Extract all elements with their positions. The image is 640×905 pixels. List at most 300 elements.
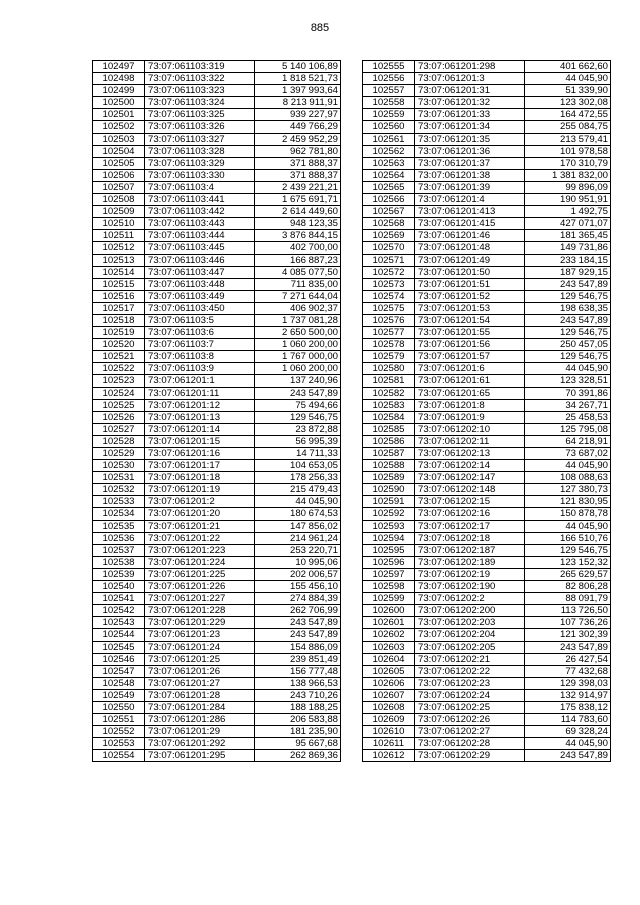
value-cell: 129 546,75 (525, 351, 611, 363)
table-row (363, 157, 611, 169)
row-number-cell: 102588 (363, 460, 415, 472)
table-row (363, 266, 611, 278)
cadastral-number-cell: 73:07:061202:13 (415, 448, 525, 460)
table-row (93, 556, 341, 568)
value-cell: 406 902,37 (255, 302, 341, 314)
table-row (363, 206, 611, 218)
value-cell: 2 614 449,60 (255, 206, 341, 218)
row-number-cell: 102571 (363, 254, 415, 266)
row-number-cell: 102601 (363, 617, 415, 629)
row-number-cell: 102552 (93, 726, 145, 738)
table-row (363, 97, 611, 109)
value-cell: 243 710,26 (255, 689, 341, 701)
value-cell: 243 547,89 (255, 387, 341, 399)
table-row (93, 689, 341, 701)
value-cell: 166 887,23 (255, 254, 341, 266)
row-number-cell: 102530 (93, 460, 145, 472)
table-row (363, 508, 611, 520)
value-cell: 5 140 106,89 (255, 61, 341, 73)
value-cell: 243 547,89 (255, 617, 341, 629)
value-cell: 233 184,15 (525, 254, 611, 266)
table-row (93, 254, 341, 266)
cadastral-number-cell: 73:07:061202:205 (415, 641, 525, 653)
cadastral-number-cell: 73:07:061201:54 (415, 314, 525, 326)
row-number-cell: 102605 (363, 665, 415, 677)
cadastral-number-cell: 73:07:061201:32 (415, 97, 525, 109)
value-cell: 77 432,68 (525, 665, 611, 677)
cadastral-number-cell: 73:07:061201:51 (415, 278, 525, 290)
table-row (363, 423, 611, 435)
value-cell: 371 888,37 (255, 169, 341, 181)
value-cell: 34 267,71 (525, 399, 611, 411)
value-cell: 114 783,60 (525, 714, 611, 726)
table-row (363, 556, 611, 568)
cadastral-number-cell: 73:07:061201:61 (415, 375, 525, 387)
row-number-cell: 102584 (363, 411, 415, 423)
cadastral-number-cell: 73:07:061202:187 (415, 544, 525, 556)
table-row (363, 230, 611, 242)
table-row (363, 532, 611, 544)
row-number-cell: 102566 (363, 194, 415, 206)
table-row (363, 701, 611, 713)
value-cell: 132 914,97 (525, 689, 611, 701)
table-row (93, 97, 341, 109)
table-row (363, 121, 611, 133)
cadastral-number-cell: 73:07:061202:147 (415, 472, 525, 484)
row-number-cell: 102606 (363, 677, 415, 689)
table-row (363, 411, 611, 423)
table-row (93, 169, 341, 181)
value-cell: 166 510,76 (525, 532, 611, 544)
value-cell: 149 731,86 (525, 242, 611, 254)
table-row (93, 617, 341, 629)
value-cell: 371 888,37 (255, 157, 341, 169)
table-row (93, 290, 341, 302)
cadastral-number-cell: 73:07:061201:53 (415, 302, 525, 314)
value-cell: 121 830,95 (525, 496, 611, 508)
row-number-cell: 102612 (363, 750, 415, 762)
table-row (93, 665, 341, 677)
cadastral-number-cell: 73:07:061201:38 (415, 169, 525, 181)
cadastral-number-cell: 73:07:061201:225 (145, 568, 255, 580)
table-row (93, 181, 341, 193)
row-number-cell: 102527 (93, 423, 145, 435)
page-number: 885 (310, 22, 330, 34)
row-number-cell: 102514 (93, 266, 145, 278)
value-cell: 711 835,00 (255, 278, 341, 290)
table-row (93, 242, 341, 254)
cadastral-number-cell: 73:07:061201:295 (145, 750, 255, 762)
value-cell: 164 472,55 (525, 109, 611, 121)
value-cell: 129 546,75 (255, 411, 341, 423)
row-number-cell: 102565 (363, 181, 415, 193)
cadastral-number-cell: 73:07:061201:37 (415, 157, 525, 169)
value-cell: 8 213 911,91 (255, 97, 341, 109)
table-row (93, 375, 341, 387)
row-number-cell: 102539 (93, 568, 145, 580)
value-cell: 250 457,05 (525, 339, 611, 351)
row-number-cell: 102573 (363, 278, 415, 290)
table-row (363, 484, 611, 496)
cadastral-number-cell: 73:07:061201:39 (415, 181, 525, 193)
table-row (363, 496, 611, 508)
table-row (93, 750, 341, 762)
table-row (93, 339, 341, 351)
value-cell: 107 736,26 (525, 617, 611, 629)
cadastral-number-cell: 73:07:061103:445 (145, 242, 255, 254)
cadastral-number-cell: 73:07:061103:442 (145, 206, 255, 218)
cadastral-number-cell: 73:07:061103:319 (145, 61, 255, 73)
table-row (93, 121, 341, 133)
value-cell: 44 045,90 (525, 363, 611, 375)
cadastral-number-cell: 73:07:061103:6 (145, 327, 255, 339)
cadastral-number-cell: 73:07:061201:31 (415, 85, 525, 97)
cadastral-number-cell: 73:07:061201:48 (415, 242, 525, 254)
cadastral-number-cell: 73:07:061103:327 (145, 133, 255, 145)
table-row (363, 689, 611, 701)
value-cell: 25 458,53 (525, 411, 611, 423)
cadastral-number-cell: 73:07:061103:450 (145, 302, 255, 314)
cadastral-number-cell: 73:07:061103:330 (145, 169, 255, 181)
cadastral-number-cell: 73:07:061202:189 (415, 556, 525, 568)
row-number-cell: 102541 (93, 593, 145, 605)
cadastral-number-cell: 73:07:061103:323 (145, 85, 255, 97)
value-cell: 123 152,32 (525, 556, 611, 568)
cadastral-number-cell: 73:07:061202:26 (415, 714, 525, 726)
cadastral-number-cell: 73:07:061201:52 (415, 290, 525, 302)
table-row (93, 194, 341, 206)
row-number-cell: 102594 (363, 532, 415, 544)
row-number-cell: 102521 (93, 351, 145, 363)
row-number-cell: 102574 (363, 290, 415, 302)
cadastral-number-cell: 73:07:061103:328 (145, 145, 255, 157)
cadastral-number-cell: 73:07:061202:24 (415, 689, 525, 701)
row-number-cell: 102512 (93, 242, 145, 254)
cadastral-number-cell: 73:07:061103:5 (145, 314, 255, 326)
table-row (363, 472, 611, 484)
table-row (363, 617, 611, 629)
cadastral-number-cell: 73:07:061202:15 (415, 496, 525, 508)
value-cell: 155 456,10 (255, 581, 341, 593)
value-cell: 138 966,53 (255, 677, 341, 689)
table-row (93, 206, 341, 218)
value-cell: 262 706,99 (255, 605, 341, 617)
value-cell: 56 995,39 (255, 435, 341, 447)
row-number-cell: 102534 (93, 508, 145, 520)
value-cell: 213 579,41 (525, 133, 611, 145)
cadastral-number-cell: 73:07:061201:55 (415, 327, 525, 339)
value-cell: 108 088,63 (525, 472, 611, 484)
table-row (363, 109, 611, 121)
table-row (93, 411, 341, 423)
table-row (93, 387, 341, 399)
cadastral-number-cell: 73:07:061202:2 (415, 593, 525, 605)
table-row (363, 641, 611, 653)
value-cell: 1 492,75 (525, 206, 611, 218)
table-row (93, 448, 341, 460)
table-row (93, 472, 341, 484)
value-cell: 150 878,78 (525, 508, 611, 520)
cadastral-number-cell: 73:07:061202:29 (415, 750, 525, 762)
cadastral-number-cell: 73:07:061201:2 (145, 496, 255, 508)
value-cell: 44 045,90 (525, 460, 611, 472)
row-number-cell: 102577 (363, 327, 415, 339)
row-number-cell: 102503 (93, 133, 145, 145)
cadastral-number-cell: 73:07:061201:227 (145, 593, 255, 605)
cadastral-number-cell: 73:07:061103:8 (145, 351, 255, 363)
table-row (93, 544, 341, 556)
value-cell: 962 781,80 (255, 145, 341, 157)
cadastral-number-cell: 73:07:061202:148 (415, 484, 525, 496)
row-number-cell: 102532 (93, 484, 145, 496)
cadastral-number-cell: 73:07:061201:26 (145, 665, 255, 677)
row-number-cell: 102547 (93, 665, 145, 677)
row-number-cell: 102515 (93, 278, 145, 290)
row-number-cell: 102536 (93, 532, 145, 544)
value-cell: 181 235,90 (255, 726, 341, 738)
value-cell: 1 767 000,00 (255, 351, 341, 363)
row-number-cell: 102581 (363, 375, 415, 387)
table-row (93, 677, 341, 689)
table-row (363, 194, 611, 206)
left-data-table (92, 60, 341, 762)
row-number-cell: 102570 (363, 242, 415, 254)
table-row (363, 605, 611, 617)
table-row (93, 157, 341, 169)
row-number-cell: 102600 (363, 605, 415, 617)
table-row (93, 508, 341, 520)
cadastral-number-cell: 73:07:061201:3 (415, 73, 525, 85)
cadastral-number-cell: 73:07:061201:226 (145, 581, 255, 593)
value-cell: 239 851,49 (255, 653, 341, 665)
row-number-cell: 102510 (93, 218, 145, 230)
value-cell: 26 427,54 (525, 653, 611, 665)
table-row (363, 278, 611, 290)
value-cell: 402 700,00 (255, 242, 341, 254)
value-cell: 401 662,60 (525, 61, 611, 73)
row-number-cell: 102501 (93, 109, 145, 121)
table-row (363, 133, 611, 145)
row-number-cell: 102537 (93, 544, 145, 556)
table-row (363, 581, 611, 593)
cadastral-number-cell: 73:07:061201:224 (145, 556, 255, 568)
table-row (93, 351, 341, 363)
row-number-cell: 102558 (363, 97, 415, 109)
row-number-cell: 102604 (363, 653, 415, 665)
row-number-cell: 102522 (93, 363, 145, 375)
table-row (363, 181, 611, 193)
cadastral-number-cell: 73:07:061202:16 (415, 508, 525, 520)
cadastral-number-cell: 73:07:061201:21 (145, 520, 255, 532)
cadastral-number-cell: 73:07:061202:25 (415, 701, 525, 713)
row-number-cell: 102556 (363, 73, 415, 85)
cadastral-number-cell: 73:07:061202:203 (415, 617, 525, 629)
cadastral-number-cell: 73:07:061202:28 (415, 738, 525, 750)
row-number-cell: 102583 (363, 399, 415, 411)
cadastral-number-cell: 73:07:061202:21 (415, 653, 525, 665)
cadastral-number-cell: 73:07:061103:326 (145, 121, 255, 133)
row-number-cell: 102524 (93, 387, 145, 399)
table-row (93, 266, 341, 278)
value-cell: 948 123,35 (255, 218, 341, 230)
row-number-cell: 102563 (363, 157, 415, 169)
row-number-cell: 102508 (93, 194, 145, 206)
table-row (93, 327, 341, 339)
cadastral-number-cell: 73:07:061202:204 (415, 629, 525, 641)
value-cell: 178 256,33 (255, 472, 341, 484)
row-number-cell: 102551 (93, 714, 145, 726)
row-number-cell: 102531 (93, 472, 145, 484)
value-cell: 51 339,90 (525, 85, 611, 97)
row-number-cell: 102546 (93, 653, 145, 665)
value-cell: 243 547,89 (525, 641, 611, 653)
cadastral-number-cell: 73:07:061103:4 (145, 181, 255, 193)
cadastral-number-cell: 73:07:061201:229 (145, 617, 255, 629)
value-cell: 180 674,53 (255, 508, 341, 520)
value-cell: 427 071,07 (525, 218, 611, 230)
cadastral-number-cell: 73:07:061201:23 (145, 629, 255, 641)
row-number-cell: 102542 (93, 605, 145, 617)
value-cell: 123 302,08 (525, 97, 611, 109)
value-cell: 64 218,91 (525, 435, 611, 447)
table-row (93, 61, 341, 73)
cadastral-number-cell: 73:07:061201:286 (145, 714, 255, 726)
row-number-cell: 102554 (93, 750, 145, 762)
table-row (93, 363, 341, 375)
cadastral-number-cell: 73:07:061201:4 (415, 194, 525, 206)
cadastral-number-cell: 73:07:061201:24 (145, 641, 255, 653)
value-cell: 255 084,75 (525, 121, 611, 133)
row-number-cell: 102609 (363, 714, 415, 726)
row-number-cell: 102497 (93, 61, 145, 73)
row-number-cell: 102591 (363, 496, 415, 508)
value-cell: 243 547,89 (525, 278, 611, 290)
cadastral-number-cell: 73:07:061202:18 (415, 532, 525, 544)
value-cell: 129 546,75 (525, 290, 611, 302)
row-number-cell: 102593 (363, 520, 415, 532)
cadastral-number-cell: 73:07:061202:200 (415, 605, 525, 617)
value-cell: 170 310,79 (525, 157, 611, 169)
cadastral-number-cell: 73:07:061201:35 (415, 133, 525, 145)
table-row (93, 714, 341, 726)
cadastral-number-cell: 73:07:061201:292 (145, 738, 255, 750)
table-row (363, 327, 611, 339)
value-cell: 3 876 844,15 (255, 230, 341, 242)
value-cell: 214 961,24 (255, 532, 341, 544)
cadastral-number-cell: 73:07:061201:415 (415, 218, 525, 230)
cadastral-number-cell: 73:07:061201:9 (415, 411, 525, 423)
cadastral-number-cell: 73:07:061201:19 (145, 484, 255, 496)
cadastral-number-cell: 73:07:061201:12 (145, 399, 255, 411)
cadastral-number-cell: 73:07:061201:25 (145, 653, 255, 665)
table-row (93, 73, 341, 85)
table-row (93, 629, 341, 641)
table-row (93, 302, 341, 314)
value-cell: 44 045,90 (255, 496, 341, 508)
cadastral-number-cell: 73:07:061201:6 (415, 363, 525, 375)
row-number-cell: 102544 (93, 629, 145, 641)
row-number-cell: 102561 (363, 133, 415, 145)
cadastral-number-cell: 73:07:061202:14 (415, 460, 525, 472)
row-number-cell: 102589 (363, 472, 415, 484)
cadastral-number-cell: 73:07:061202:11 (415, 435, 525, 447)
value-cell: 156 777,48 (255, 665, 341, 677)
row-number-cell: 102602 (363, 629, 415, 641)
row-number-cell: 102560 (363, 121, 415, 133)
row-number-cell: 102499 (93, 85, 145, 97)
row-number-cell: 102509 (93, 206, 145, 218)
cadastral-number-cell: 73:07:061201:223 (145, 544, 255, 556)
row-number-cell: 102525 (93, 399, 145, 411)
row-number-cell: 102575 (363, 302, 415, 314)
row-number-cell: 102507 (93, 181, 145, 193)
cadastral-number-cell: 73:07:061201:11 (145, 387, 255, 399)
value-cell: 101 978,58 (525, 145, 611, 157)
row-number-cell: 102555 (363, 61, 415, 73)
table-row (363, 653, 611, 665)
row-number-cell: 102579 (363, 351, 415, 363)
table-row (93, 605, 341, 617)
value-cell: 2 459 952,29 (255, 133, 341, 145)
value-cell: 274 884,39 (255, 593, 341, 605)
cadastral-number-cell: 73:07:061201:29 (145, 726, 255, 738)
row-number-cell: 102592 (363, 508, 415, 520)
row-number-cell: 102523 (93, 375, 145, 387)
table-row (363, 544, 611, 556)
table-row (363, 73, 611, 85)
cadastral-number-cell: 73:07:061202:22 (415, 665, 525, 677)
value-cell: 1 737 081,28 (255, 314, 341, 326)
row-number-cell: 102513 (93, 254, 145, 266)
row-number-cell: 102553 (93, 738, 145, 750)
cadastral-number-cell: 73:07:061103:447 (145, 266, 255, 278)
cadastral-number-cell: 73:07:061103:444 (145, 230, 255, 242)
row-number-cell: 102610 (363, 726, 415, 738)
row-number-cell: 102596 (363, 556, 415, 568)
cadastral-number-cell: 73:07:061202:27 (415, 726, 525, 738)
row-number-cell: 102502 (93, 121, 145, 133)
table-row (93, 399, 341, 411)
table-row (363, 568, 611, 580)
value-cell: 95 667,68 (255, 738, 341, 750)
value-cell: 4 085 077,50 (255, 266, 341, 278)
value-cell: 243 547,89 (255, 629, 341, 641)
row-number-cell: 102582 (363, 387, 415, 399)
value-cell: 1 060 200,00 (255, 339, 341, 351)
cadastral-number-cell: 73:07:061103:441 (145, 194, 255, 206)
value-cell: 1 818 521,73 (255, 73, 341, 85)
value-cell: 129 546,75 (525, 327, 611, 339)
table-row (363, 85, 611, 97)
value-cell: 125 795,08 (525, 423, 611, 435)
cadastral-number-cell: 73:07:061201:284 (145, 701, 255, 713)
table-row (363, 726, 611, 738)
value-cell: 88 091,79 (525, 593, 611, 605)
value-cell: 127 380,73 (525, 484, 611, 496)
cadastral-number-cell: 73:07:061201:50 (415, 266, 525, 278)
cadastral-number-cell: 73:07:061201:8 (415, 399, 525, 411)
table-row (363, 169, 611, 181)
value-cell: 939 227,97 (255, 109, 341, 121)
row-number-cell: 102538 (93, 556, 145, 568)
cadastral-number-cell: 73:07:061201:15 (145, 435, 255, 447)
row-number-cell: 102576 (363, 314, 415, 326)
row-number-cell: 102526 (93, 411, 145, 423)
table-row (363, 520, 611, 532)
table-row (363, 448, 611, 460)
cadastral-number-cell: 73:07:061103:443 (145, 218, 255, 230)
cadastral-number-cell: 73:07:061202:190 (415, 581, 525, 593)
